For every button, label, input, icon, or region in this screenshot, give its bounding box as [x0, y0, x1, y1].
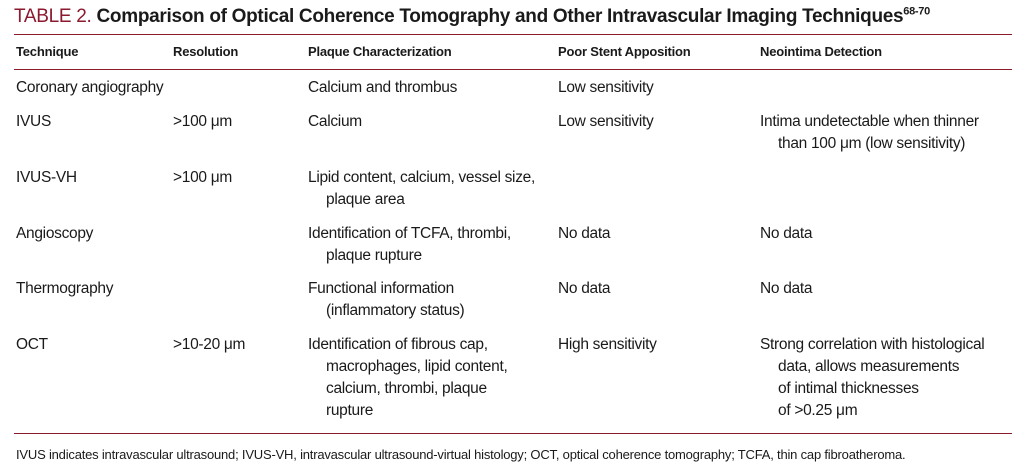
- top-rule: [14, 34, 1012, 35]
- cell-plaque: Functional information (inflammatory status): [308, 280, 465, 319]
- cell-neointima: Intima undetectable when thinner than 100 μm (low sensitivity): [760, 113, 979, 152]
- cell-resolution: >10-20 μm: [173, 336, 246, 353]
- cell-apposition: No data: [558, 280, 611, 297]
- cell-plaque: Identification of fibrous cap, macrophages, lipid content, calcium, thrombi, plaque rupture: [308, 336, 508, 419]
- header-plaque-characterization: Plaque Characterization: [308, 44, 452, 59]
- cell-technique: Coronary angiography: [16, 79, 164, 96]
- cell-apposition: No data: [558, 225, 611, 242]
- header-poor-stent-apposition: Poor Stent Apposition: [558, 44, 691, 59]
- cell-plaque: Lipid content, calcium, vessel size, plaque area: [308, 169, 535, 208]
- cell-resolution: >100 μm: [173, 113, 232, 130]
- header-neointima-detection: Neointima Detection: [760, 44, 882, 59]
- cell-apposition: High sensitivity: [558, 336, 657, 353]
- cell-technique: IVUS-VH: [16, 169, 77, 186]
- table-footnote: IVUS indicates intravascular ultrasound; IVUS-VH, intravascular ultrasound-virtual histology; OCT, optical coherence tomography; TCFA, thin cap fibroatheroma.: [16, 447, 906, 462]
- reference-superscript: 68-70: [903, 5, 930, 18]
- cell-technique: Angioscopy: [16, 225, 94, 242]
- cell-neointima: Strong correlation with histological data, allows measurements of intimal thicknesses of >0.25 μm: [760, 336, 985, 419]
- header-technique: Technique: [16, 44, 79, 59]
- cell-plaque: Calcium: [308, 113, 362, 130]
- cell-technique: OCT: [16, 336, 48, 353]
- header-rule: [14, 69, 1012, 70]
- cell-neointima: No data: [760, 280, 813, 297]
- cell-apposition: Low sensitivity: [558, 113, 654, 130]
- cell-technique: Thermography: [16, 280, 114, 297]
- header-resolution: Resolution: [173, 44, 239, 59]
- table-caption: Comparison of Optical Coherence Tomography and Other Intravascular Imaging Techniques: [96, 6, 904, 27]
- table-figure: [14, 0, 1012, 473]
- cell-plaque: Identification of TCFA, thrombi, plaque rupture: [308, 225, 511, 264]
- table-title: [14, 5, 930, 29]
- cell-apposition: Low sensitivity: [558, 79, 654, 96]
- cell-technique: IVUS: [16, 113, 51, 130]
- cell-resolution: >100 μm: [173, 169, 232, 186]
- cell-plaque: Calcium and thrombus: [308, 79, 458, 96]
- bottom-rule: [14, 433, 1012, 434]
- cell-neointima: No data: [760, 225, 813, 242]
- table-number: TABLE 2.: [14, 6, 92, 27]
